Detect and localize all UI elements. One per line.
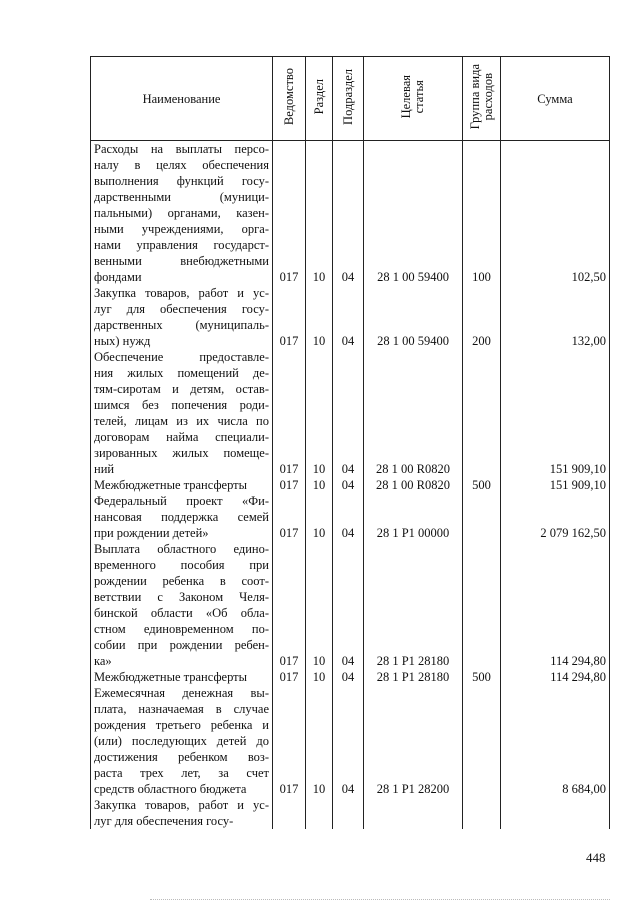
table-row <box>91 349 610 477</box>
cell-name-line: раста трех лет, за счет <box>94 766 269 780</box>
budget-table <box>90 56 610 829</box>
cell-name-line: шимся без попечения роди- <box>94 398 269 412</box>
column-header-expense-group-label: Группа вида расходов <box>467 63 495 130</box>
column-header-department-label: Ведомство <box>281 67 296 126</box>
cell-name-line: дарственных (муниципаль- <box>94 318 269 332</box>
cell-name-line: нансовая поддержка семей <box>94 510 269 524</box>
cell-target-article: 28 1 00 R0820 <box>364 477 463 493</box>
table-header-row <box>91 57 610 141</box>
cell-target-article <box>364 797 463 829</box>
cell-name-line: ка» <box>94 654 112 668</box>
column-header-department <box>273 57 306 141</box>
table-row <box>91 141 610 286</box>
cell-name-line: луг для обеспечения госу- <box>94 302 269 316</box>
cell-expense-group <box>463 541 501 669</box>
cell-section: 10 <box>306 685 333 797</box>
column-header-subsection-label: Подраздел <box>340 68 355 125</box>
cell-name-line: достижения ребенком воз- <box>94 750 269 764</box>
cell-name-line: венными внебюджетными <box>94 254 269 268</box>
cell-name-line: собии при рождении ребен- <box>94 638 269 652</box>
cell-name-line: при рождении детей» <box>94 526 209 540</box>
cell-sum: 151 909,10 <box>501 349 610 477</box>
cell-subsection: 04 <box>333 477 364 493</box>
cell-subsection: 04 <box>333 349 364 477</box>
cell-name-line: договорам найма специали- <box>94 430 269 444</box>
cell-name <box>91 797 273 829</box>
cell-subsection <box>333 797 364 829</box>
cell-name-line: Закупка товаров, работ и ус- <box>94 286 269 300</box>
cell-department <box>273 797 306 829</box>
column-header-subsection <box>333 57 364 141</box>
table-row <box>91 477 610 493</box>
cell-section: 10 <box>306 541 333 669</box>
scan-artifact-divider <box>150 899 610 901</box>
cell-name-line: временного пособия при <box>94 558 269 572</box>
cell-expense-group <box>463 797 501 829</box>
cell-subsection: 04 <box>333 141 364 286</box>
cell-subsection: 04 <box>333 493 364 541</box>
cell-subsection: 04 <box>333 541 364 669</box>
cell-expense-group: 100 <box>463 141 501 286</box>
cell-name <box>91 477 273 493</box>
table-row <box>91 493 610 541</box>
table-row <box>91 541 610 669</box>
cell-name-line: нами управления государст- <box>94 238 269 252</box>
cell-section: 10 <box>306 669 333 685</box>
cell-name-line: налу в целях обеспечения <box>94 158 269 172</box>
cell-name-line: ными учреждениями, орга- <box>94 222 269 236</box>
cell-name-line: ветствии с Законом Челя- <box>94 590 269 604</box>
page-number: 448 <box>586 850 606 865</box>
cell-name <box>91 685 273 797</box>
cell-section: 10 <box>306 493 333 541</box>
cell-department: 017 <box>273 477 306 493</box>
cell-sum <box>501 797 610 829</box>
cell-target-article: 28 1 P1 00000 <box>364 493 463 541</box>
column-header-section <box>306 57 333 141</box>
cell-name-line: выполнения функций госу- <box>94 174 269 188</box>
cell-sum: 102,50 <box>501 141 610 286</box>
column-header-sum: Сумма <box>501 57 610 141</box>
cell-department: 017 <box>273 285 306 349</box>
column-header-name: Наименование <box>91 57 273 141</box>
cell-name-line: стном единовременном по- <box>94 622 269 636</box>
table-row <box>91 669 610 685</box>
cell-section: 10 <box>306 141 333 286</box>
cell-name-line: (или) последующих детей до <box>94 734 269 748</box>
cell-department: 017 <box>273 541 306 669</box>
cell-target-article: 28 1 00 R0820 <box>364 349 463 477</box>
cell-name-line: тям-сиротам и детям, остав- <box>94 382 269 396</box>
column-header-section-label: Раздел <box>311 78 326 115</box>
cell-expense-group <box>463 349 501 477</box>
cell-name-line: Закупка товаров, работ и ус- <box>94 798 269 812</box>
cell-sum: 114 294,80 <box>501 669 610 685</box>
cell-target-article: 28 1 P1 28180 <box>364 669 463 685</box>
cell-name-line: средств областного бюджета <box>94 782 247 796</box>
cell-expense-group <box>463 685 501 797</box>
cell-target-article: 28 1 P1 28180 <box>364 541 463 669</box>
cell-name <box>91 669 273 685</box>
column-header-expense-group <box>463 57 501 141</box>
cell-department: 017 <box>273 685 306 797</box>
cell-name-line: дарственными (муници- <box>94 190 269 204</box>
cell-sum: 132,00 <box>501 285 610 349</box>
cell-subsection: 04 <box>333 285 364 349</box>
cell-target-article: 28 1 00 59400 <box>364 285 463 349</box>
cell-name-line: луг для обеспечения госу- <box>94 814 234 828</box>
cell-name <box>91 349 273 477</box>
cell-section: 10 <box>306 349 333 477</box>
table-row <box>91 797 610 829</box>
cell-name-line: ных) нужд <box>94 334 151 348</box>
cell-section: 10 <box>306 285 333 349</box>
cell-expense-group: 500 <box>463 669 501 685</box>
column-header-target-article-label: Целевая статья <box>399 74 426 119</box>
cell-name-line: Межбюджетные трансферты <box>94 670 248 684</box>
cell-expense-group <box>463 493 501 541</box>
cell-name-line: фондами <box>94 270 142 284</box>
cell-department: 017 <box>273 669 306 685</box>
cell-name-line: рождении ребенка в соот- <box>94 574 269 588</box>
cell-name-line: ний <box>94 462 115 476</box>
table-row <box>91 285 610 349</box>
cell-section: 10 <box>306 477 333 493</box>
cell-name-line: зированных жилых помеще- <box>94 446 269 460</box>
cell-name-line: бинской области «Об обла- <box>94 606 269 620</box>
cell-name-line: Расходы на выплаты персо- <box>94 142 269 156</box>
column-header-target-article <box>364 57 463 141</box>
cell-name-line: пальными) органами, казен- <box>94 206 269 220</box>
cell-name-line: Межбюджетные трансферты <box>94 478 248 492</box>
cell-name-line: Выплата областного едино- <box>94 542 269 556</box>
cell-sum: 8 684,00 <box>501 685 610 797</box>
cell-target-article: 28 1 P1 28200 <box>364 685 463 797</box>
cell-name-line: Федеральный проект «Фи- <box>94 494 269 508</box>
cell-name <box>91 493 273 541</box>
cell-name-line: Ежемесячная денежная вы- <box>94 686 269 700</box>
cell-department: 017 <box>273 349 306 477</box>
cell-department: 017 <box>273 493 306 541</box>
table-row <box>91 685 610 797</box>
cell-subsection: 04 <box>333 669 364 685</box>
cell-name-line: ния жилых помещений де- <box>94 366 269 380</box>
cell-name <box>91 541 273 669</box>
cell-name <box>91 141 273 286</box>
cell-target-article: 28 1 00 59400 <box>364 141 463 286</box>
cell-expense-group: 500 <box>463 477 501 493</box>
cell-name-line: рождения третьего ребенка и <box>94 718 269 732</box>
cell-sum: 2 079 162,50 <box>501 493 610 541</box>
cell-name <box>91 285 273 349</box>
cell-name-line: плата, назначаемая в случае <box>94 702 269 716</box>
cell-name-line: телей, лицам из их числа по <box>94 414 269 428</box>
cell-section <box>306 797 333 829</box>
cell-expense-group: 200 <box>463 285 501 349</box>
cell-name-line: Обеспечение предоставле- <box>94 350 269 364</box>
cell-department: 017 <box>273 141 306 286</box>
cell-subsection: 04 <box>333 685 364 797</box>
cell-sum: 151 909,10 <box>501 477 610 493</box>
cell-sum: 114 294,80 <box>501 541 610 669</box>
